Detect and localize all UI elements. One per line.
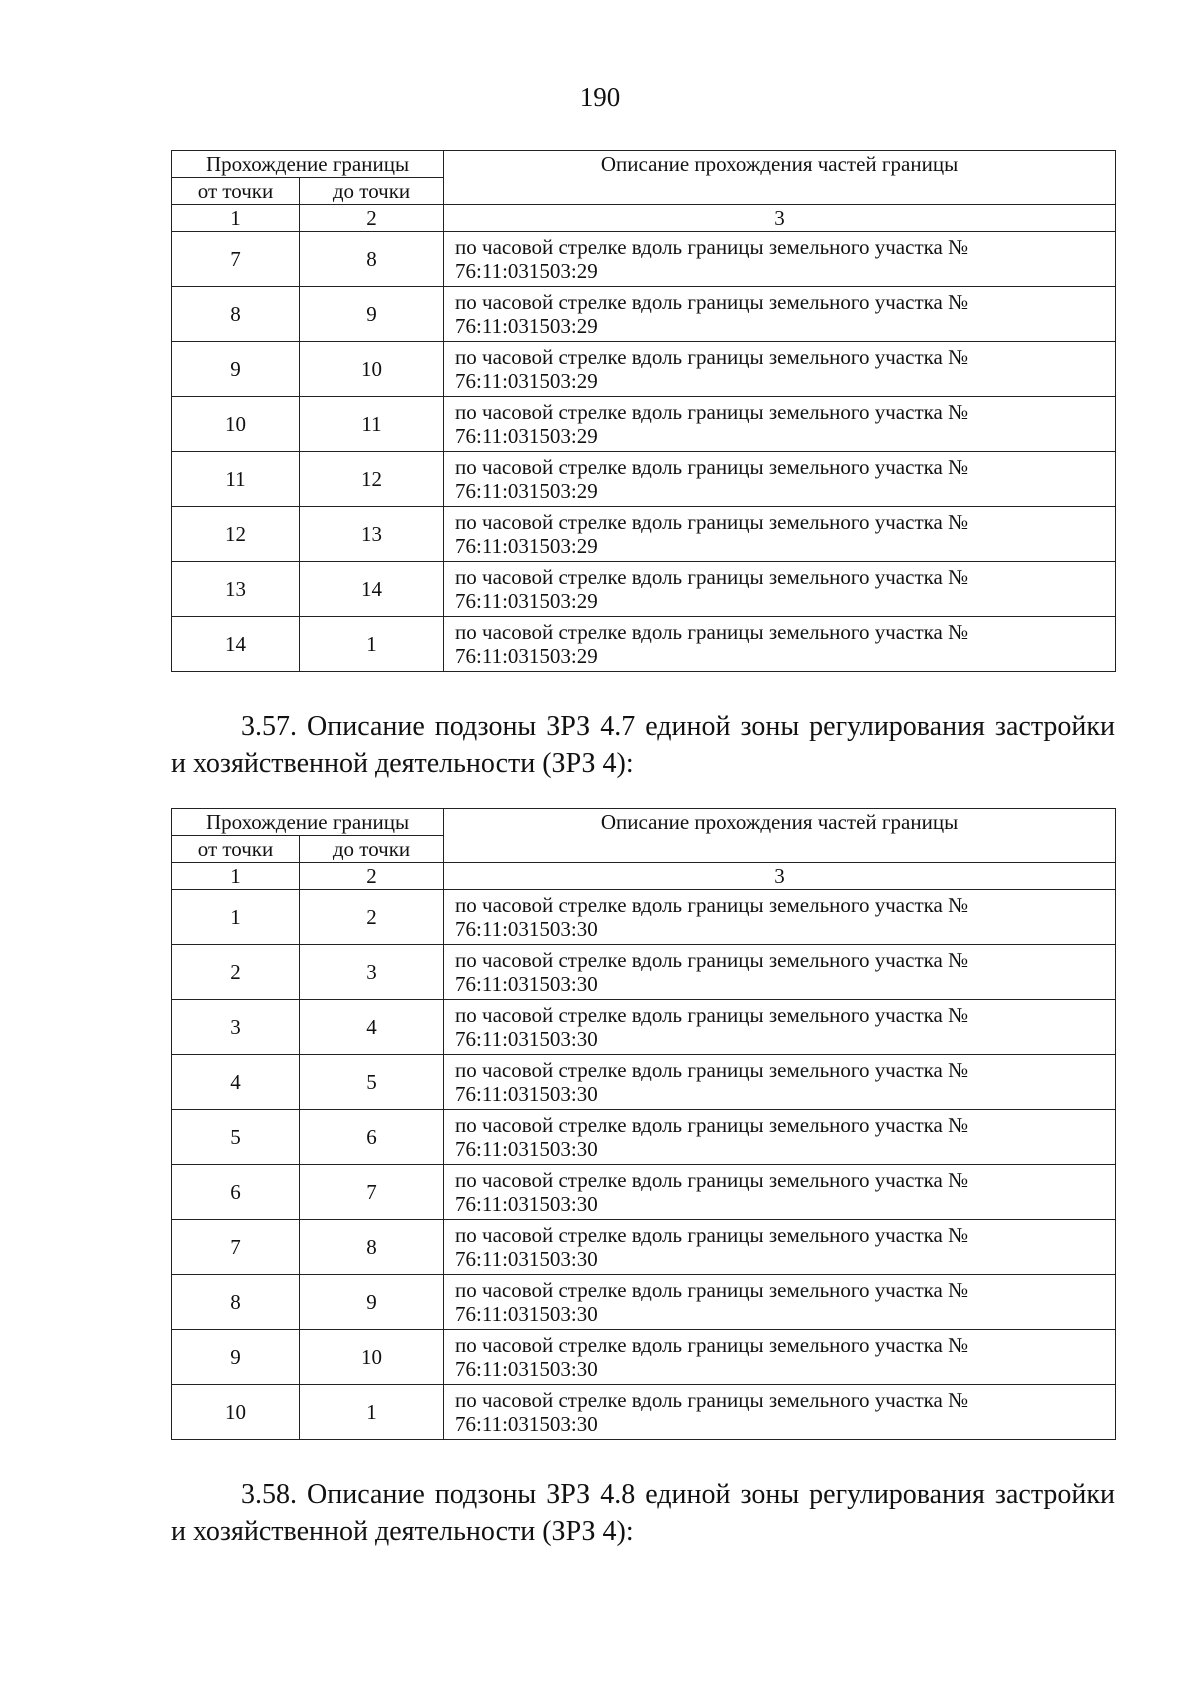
header-col-number: 3 xyxy=(444,205,1116,232)
cadastral-number: 76:11:031503:30 xyxy=(455,1137,598,1161)
description-cell xyxy=(444,507,1116,562)
cadastral-number: 76:11:031503:29 xyxy=(455,369,598,393)
description-cell xyxy=(444,452,1116,507)
to-point-cell: 6 xyxy=(300,1110,444,1165)
table-row xyxy=(172,1000,1116,1055)
description-cell xyxy=(444,1220,1116,1275)
to-point-cell: 8 xyxy=(300,1220,444,1275)
from-point-cell: 12 xyxy=(172,507,300,562)
section-heading-line: 3.58. Описание подзоны ЗРЗ 4.8 единой зоны регулирования застройки xyxy=(241,1479,1115,1510)
header-col-number: 1 xyxy=(172,863,300,890)
description-text: по часовой стрелке вдоль границы земельного участка № xyxy=(455,510,969,534)
description-text: по часовой стрелке вдоль границы земельного участка № xyxy=(455,1388,969,1412)
table-row xyxy=(172,232,1116,287)
from-point-cell: 8 xyxy=(172,1275,300,1330)
to-point-cell: 10 xyxy=(300,342,444,397)
cadastral-number: 76:11:031503:30 xyxy=(455,1192,598,1216)
page-number: 190 xyxy=(579,82,621,112)
header-description: Описание прохождения частей границы xyxy=(444,151,1116,205)
table-row xyxy=(172,617,1116,672)
table-row xyxy=(172,1110,1116,1165)
table-row xyxy=(172,507,1116,562)
table-row xyxy=(172,1165,1116,1220)
section-heading-line: и хозяйственной деятельности (ЗРЗ 4): xyxy=(171,1516,634,1547)
from-point-cell: 5 xyxy=(172,1110,300,1165)
cadastral-number: 76:11:031503:29 xyxy=(455,479,598,503)
section-heading-line: 3.57. Описание подзоны ЗРЗ 4.7 единой зоны регулирования застройки xyxy=(241,711,1115,742)
description-text: по часовой стрелке вдоль границы земельного участка № xyxy=(455,1333,969,1357)
from-point-cell: 14 xyxy=(172,617,300,672)
from-point-cell: 4 xyxy=(172,1055,300,1110)
to-point-cell: 1 xyxy=(300,617,444,672)
description-text: по часовой стрелке вдоль границы земельного участка № xyxy=(455,345,969,369)
table-row xyxy=(172,945,1116,1000)
table-row xyxy=(172,890,1116,945)
from-point-cell: 10 xyxy=(172,397,300,452)
from-point-cell: 8 xyxy=(172,287,300,342)
to-point-cell: 1 xyxy=(300,1385,444,1440)
cadastral-number: 76:11:031503:30 xyxy=(455,1357,598,1381)
description-cell xyxy=(444,287,1116,342)
description-cell xyxy=(444,1000,1116,1055)
description-text: по часовой стрелке вдоль границы земельного участка № xyxy=(455,565,969,589)
to-point-cell: 12 xyxy=(300,452,444,507)
description-cell xyxy=(444,1385,1116,1440)
cadastral-number: 76:11:031503:29 xyxy=(455,644,598,668)
cadastral-number: 76:11:031503:29 xyxy=(455,259,598,283)
from-point-cell: 11 xyxy=(172,452,300,507)
table-row xyxy=(172,1385,1116,1440)
header-boundary-passage: Прохождение границы xyxy=(172,809,444,836)
to-point-cell: 5 xyxy=(300,1055,444,1110)
description-text: по часовой стрелке вдоль границы земельного участка № xyxy=(455,620,969,644)
to-point-cell: 3 xyxy=(300,945,444,1000)
description-cell xyxy=(444,232,1116,287)
table-row xyxy=(172,1055,1116,1110)
cadastral-number: 76:11:031503:30 xyxy=(455,1412,598,1436)
to-point-cell: 13 xyxy=(300,507,444,562)
table-row xyxy=(172,1220,1116,1275)
table-row xyxy=(172,397,1116,452)
description-text: по часовой стрелке вдоль границы земельного участка № xyxy=(455,1058,969,1082)
description-cell xyxy=(444,1330,1116,1385)
from-point-cell: 13 xyxy=(172,562,300,617)
description-text: по часовой стрелке вдоль границы земельного участка № xyxy=(455,1003,969,1027)
description-text: по часовой стрелке вдоль границы земельного участка № xyxy=(455,455,969,479)
to-point-cell: 14 xyxy=(300,562,444,617)
section-heading-3-57 xyxy=(171,708,1115,782)
description-cell xyxy=(444,1110,1116,1165)
to-point-cell: 11 xyxy=(300,397,444,452)
to-point-cell: 9 xyxy=(300,287,444,342)
description-cell xyxy=(444,342,1116,397)
from-point-cell: 1 xyxy=(172,890,300,945)
description-cell xyxy=(444,945,1116,1000)
table-body xyxy=(172,232,1116,672)
cadastral-number: 76:11:031503:29 xyxy=(455,314,598,338)
cadastral-number: 76:11:031503:30 xyxy=(455,1027,598,1051)
header-col-number: 2 xyxy=(300,205,444,232)
header-col-number: 2 xyxy=(300,863,444,890)
to-point-cell: 10 xyxy=(300,1330,444,1385)
table-row xyxy=(172,1330,1116,1385)
description-cell xyxy=(444,397,1116,452)
cadastral-number: 76:11:031503:30 xyxy=(455,917,598,941)
description-text: по часовой стрелке вдоль границы земельного участка № xyxy=(455,1278,969,1302)
cadastral-number: 76:11:031503:30 xyxy=(455,1302,598,1326)
table-row xyxy=(172,562,1116,617)
from-point-cell: 9 xyxy=(172,342,300,397)
description-text: по часовой стрелке вдоль границы земельного участка № xyxy=(455,1223,969,1247)
description-text: по часовой стрелке вдоль границы земельного участка № xyxy=(455,1168,969,1192)
description-cell xyxy=(444,562,1116,617)
header-to-point: до точки xyxy=(300,836,444,863)
from-point-cell: 2 xyxy=(172,945,300,1000)
boundary-table-2 xyxy=(171,808,1116,1440)
to-point-cell: 9 xyxy=(300,1275,444,1330)
table-row xyxy=(172,452,1116,507)
description-cell xyxy=(444,1165,1116,1220)
to-point-cell: 8 xyxy=(300,232,444,287)
header-boundary-passage: Прохождение границы xyxy=(172,151,444,178)
description-text: по часовой стрелке вдоль границы земельного участка № xyxy=(455,893,969,917)
to-point-cell: 2 xyxy=(300,890,444,945)
cadastral-number: 76:11:031503:29 xyxy=(455,589,598,613)
header-col-number: 3 xyxy=(444,863,1116,890)
from-point-cell: 6 xyxy=(172,1165,300,1220)
section-heading-line: и хозяйственной деятельности (ЗРЗ 4): xyxy=(171,748,634,779)
cadastral-number: 76:11:031503:30 xyxy=(455,1082,598,1106)
description-cell xyxy=(444,617,1116,672)
section-heading-3-58 xyxy=(171,1476,1115,1550)
description-cell xyxy=(444,1055,1116,1110)
cadastral-number: 76:11:031503:29 xyxy=(455,424,598,448)
from-point-cell: 9 xyxy=(172,1330,300,1385)
table-row xyxy=(172,287,1116,342)
description-text: по часовой стрелке вдоль границы земельного участка № xyxy=(455,400,969,424)
to-point-cell: 4 xyxy=(300,1000,444,1055)
header-from-point: от точки xyxy=(172,836,300,863)
description-text: по часовой стрелке вдоль границы земельного участка № xyxy=(455,290,969,314)
from-point-cell: 10 xyxy=(172,1385,300,1440)
boundary-table-1 xyxy=(171,150,1116,672)
table-row xyxy=(172,342,1116,397)
header-from-point: от точки xyxy=(172,178,300,205)
cadastral-number: 76:11:031503:30 xyxy=(455,972,598,996)
from-point-cell: 7 xyxy=(172,232,300,287)
from-point-cell: 3 xyxy=(172,1000,300,1055)
table-body xyxy=(172,890,1116,1440)
description-cell xyxy=(444,890,1116,945)
header-to-point: до точки xyxy=(300,178,444,205)
table-row xyxy=(172,1275,1116,1330)
from-point-cell: 7 xyxy=(172,1220,300,1275)
header-description: Описание прохождения частей границы xyxy=(444,809,1116,863)
to-point-cell: 7 xyxy=(300,1165,444,1220)
description-text: по часовой стрелке вдоль границы земельного участка № xyxy=(455,235,969,259)
description-cell xyxy=(444,1275,1116,1330)
description-text: по часовой стрелке вдоль границы земельного участка № xyxy=(455,948,969,972)
cadastral-number: 76:11:031503:30 xyxy=(455,1247,598,1271)
description-text: по часовой стрелке вдоль границы земельного участка № xyxy=(455,1113,969,1137)
header-col-number: 1 xyxy=(172,205,300,232)
cadastral-number: 76:11:031503:29 xyxy=(455,534,598,558)
